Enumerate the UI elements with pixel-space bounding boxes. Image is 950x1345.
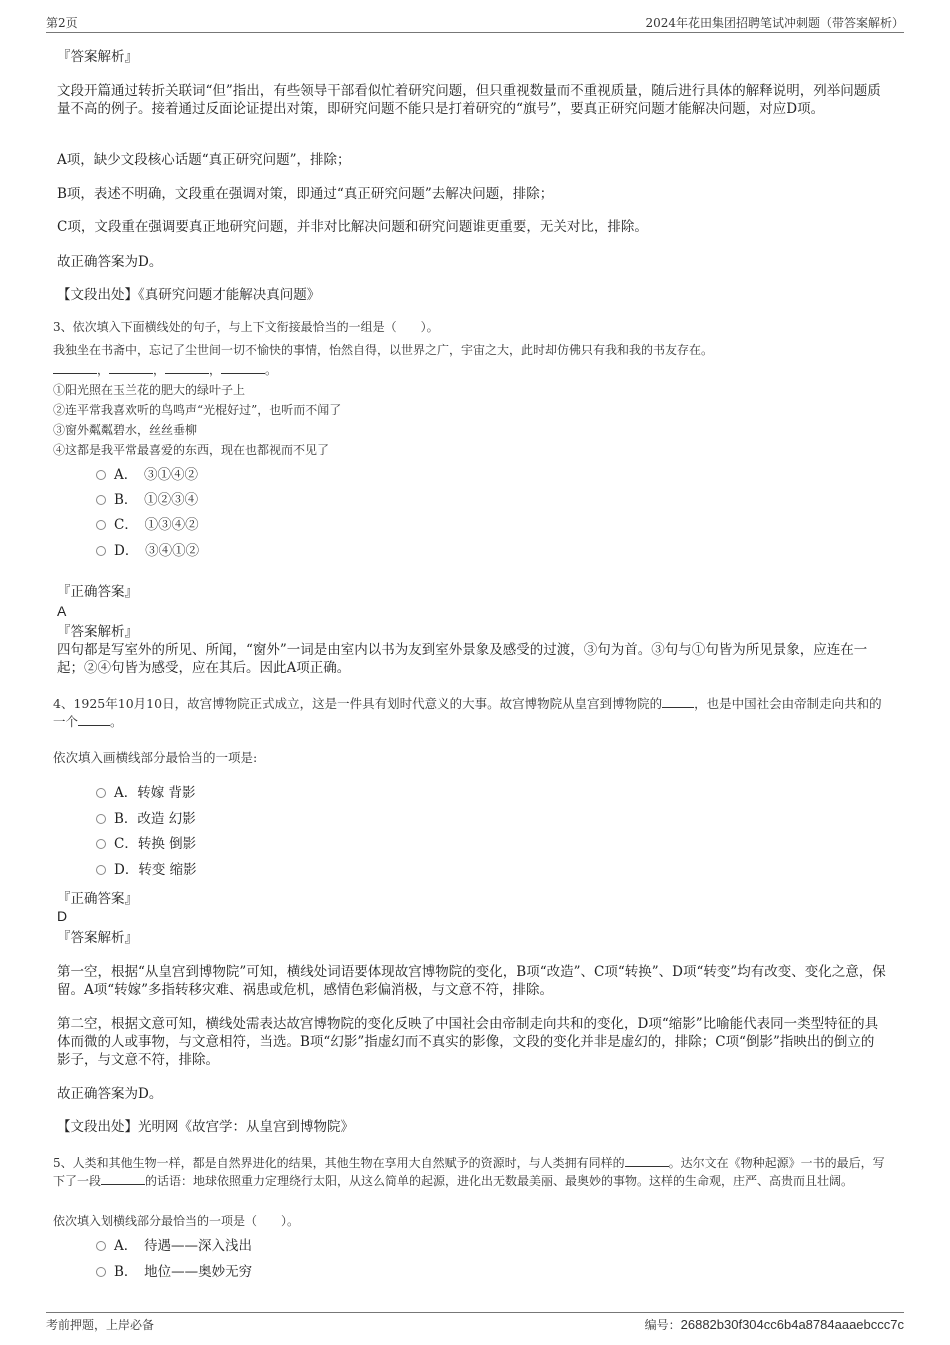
q2-analysis-option-b: B项，表述不明确，文段重在强调对策，即通过“真正研究问题”去解决问题，排除； [57, 186, 554, 202]
q4-analysis-label: 『答案解析』 [57, 930, 138, 946]
page-header [46, 12, 904, 33]
q4-source: 【文段出处】光明网《故宫学：从皇宫到博物院》 [57, 1119, 354, 1135]
q3-option-d[interactable]: D． ③④①② [96, 542, 199, 560]
q3-answer: A [57, 603, 67, 619]
radio-icon[interactable] [96, 470, 106, 480]
q3-stem: 3、依次填入下面横线处的句子，与上下文衔接最恰当的一组是（ ）。 [53, 320, 439, 334]
q3-analysis: 四句都是写室外的所见、所闻，“窗外”一词是由室内以书为友到室外景象及感受的过渡，③句为首。③句与①句皆为所见景象，应连在一起；②④句皆为感受，应在其后。因此A项正确。 [57, 642, 868, 676]
page-footer [46, 1312, 904, 1337]
q4-stem: 4、1925年10月10日，故宫博物院正式成立，这是一件具有划时代意义的大事。故宫博物院从皇宫到博物院的 ，也是中国社会由帝制走向共和的一个 。 [53, 696, 882, 729]
q2-conclusion: 故正确答案为D。 [57, 254, 163, 270]
q3-passage: 我独坐在书斋中，忘记了尘世间一切不愉快的事情，怡然自得，以世界之广，宇宙之大，此时却仿佛只有我和我的书友存在。 [53, 343, 714, 357]
radio-icon[interactable] [96, 495, 106, 505]
footer-slogan: 考前押题，上岸必备 [46, 1318, 155, 1332]
q2-analysis-label: 『答案解析』 [57, 49, 138, 65]
q3-sentence-3: ③窗外粼粼碧水，丝丝垂柳 [53, 423, 198, 437]
radio-icon[interactable] [96, 865, 106, 875]
q2-source: 【文段出处】《真研究问题才能解决真问题》 [57, 287, 321, 303]
q4-analysis-p1: 第一空，根据“从皇宫到博物院”可知，横线处词语要体现故宫博物院的变化，B项“改造”、C项“转换”、D项“转变”均有改变、变化之意，保留。A项“转嫁”多指转移灾难、祸患或危机，感情色彩偏消极，与文意不符，排除。 [57, 964, 886, 998]
q4-conclusion: 故正确答案为D。 [57, 1086, 163, 1102]
q3-blanks: ， ， ， 。 [53, 362, 888, 379]
radio-icon[interactable] [96, 546, 106, 556]
q3-option-b[interactable]: B． ①②③④ [96, 491, 198, 509]
q4-analysis-p2: 第二空，根据文意可知，横线处需表达故宫博物院的变化反映了中国社会由帝制走向共和的变化，D项“缩影”比喻能代表同一类型特征的具体而微的人或事物，与文意相符，当选。B项“幻影”指虚幻而不真实的影像，文段的变化并非是虚幻的，排除；C项“倒影”指映出的倒立的影子，与文意不符，排除。 [57, 1016, 879, 1068]
radio-icon[interactable] [96, 839, 106, 849]
q3-answer-label: 『正确答案』 [57, 584, 138, 600]
page-number: 第2页 [46, 16, 78, 30]
radio-icon[interactable] [96, 814, 106, 824]
q3-sentence-1: ①阳光照在玉兰花的肥大的绿叶子上 [53, 383, 246, 397]
q5-prompt: 依次填入划横线部分最恰当的一项是（ ）。 [53, 1214, 300, 1228]
q5-stem: 5、人类和其他生物一样，都是自然界进化的结果，其他生物在享用大自然赋予的资源时，与人类拥有同样的 。达尔文在《物种起源》一书的最后，写下了一段 的话语：地球依照重力定理绕行太阳，从这么简单的起源，进化出无数最美丽、最奥妙的事物。这样的生命观，庄严、高贵而且壮阔。 [53, 1156, 885, 1188]
document-title: 2024年花田集团招聘笔试冲刺题（带答案解析） [645, 16, 904, 30]
footer-code: 编号：26882b30f304cc6b4a8784aaaebccc7c [644, 1317, 904, 1332]
q2-analysis-p1: 文段开篇通过转折关联词“但”指出，有些领导干部看似忙着研究问题，但只重视数量而不重视质量，随后进行具体的解释说明，列举问题质量不高的例子。接着通过反面论证提出对策，即研究问题不能只是打着研究的“旗号”，要真正研究问题才能解决问题，对应D项。 [57, 83, 881, 117]
q4-option-a[interactable]: A．转嫁 背影 [96, 784, 196, 802]
q4-option-d[interactable]: D．转变 缩影 [96, 861, 197, 879]
q4-option-b[interactable]: B．改造 幻影 [96, 810, 196, 828]
q3-option-a[interactable]: A． ③①④② [96, 466, 198, 484]
q2-analysis-option-a: A项，缺少文段核心话题“真正研究问题”，排除； [57, 152, 351, 168]
q4-answer-label: 『正确答案』 [57, 891, 138, 907]
q3-sentence-2: ②连平常我喜欢听的鸟鸣声“光棍好过”，也听而不闻了 [53, 403, 342, 417]
q3-option-c[interactable]: C． ①③④② [96, 516, 199, 534]
q5-option-b[interactable]: B． 地位——奥妙无穷 [96, 1263, 252, 1281]
radio-icon[interactable] [96, 1241, 106, 1251]
q4-answer: D [57, 908, 68, 924]
radio-icon[interactable] [96, 520, 106, 530]
q4-option-c[interactable]: C．转换 倒影 [96, 835, 196, 853]
q3-analysis-label: 『答案解析』 [57, 624, 138, 640]
q5-option-a[interactable]: A． 待遇——深入浅出 [96, 1237, 252, 1255]
radio-icon[interactable] [96, 788, 106, 798]
q3-sentence-4: ④这都是我平常最喜爱的东西，现在也都视而不见了 [53, 443, 330, 457]
radio-icon[interactable] [96, 1267, 106, 1277]
q2-analysis-option-c: C项，文段重在强调要真正地研究问题，并非对比解决问题和研究问题谁更重要，无关对比，排除。 [57, 219, 648, 235]
q4-prompt: 依次填入画横线部分最恰当的一项是: [53, 750, 258, 765]
